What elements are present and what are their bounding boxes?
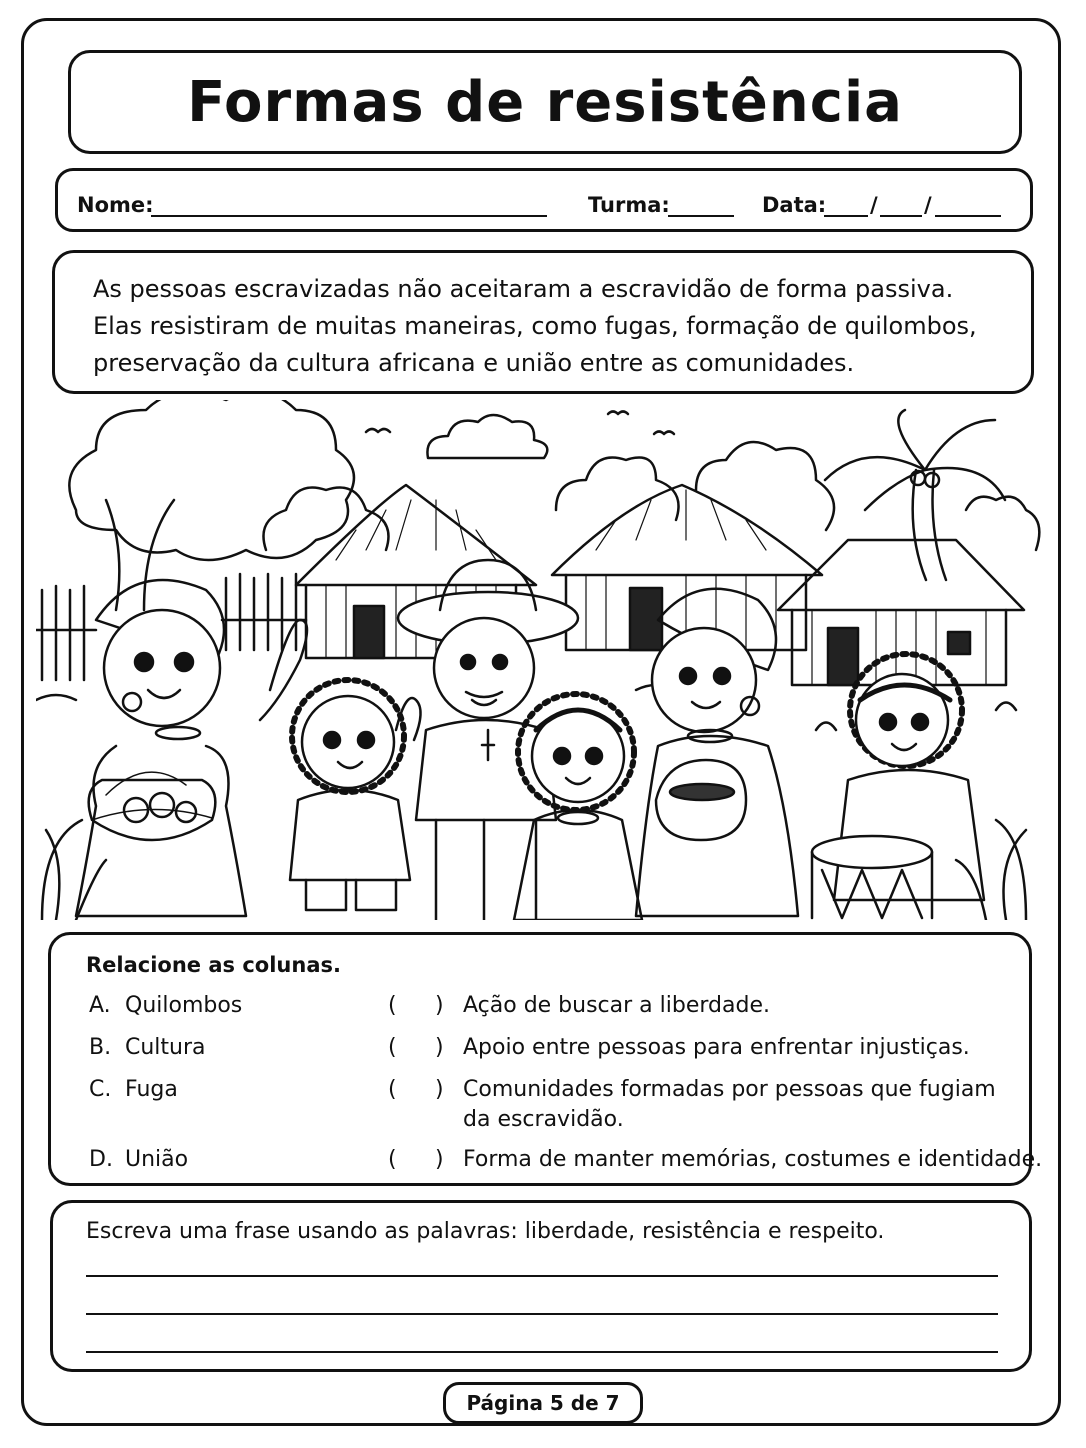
page-number: Página 5 de 7 (466, 1391, 620, 1415)
class-field[interactable] (668, 215, 734, 217)
matching-exercise-box (48, 932, 1043, 1186)
date-separator: / (870, 193, 878, 217)
description-text: Forma de manter memórias, costumes e identidade. (463, 1147, 1043, 1172)
title-box (68, 50, 1022, 154)
option-term: Fuga (125, 1077, 178, 1102)
date-label: Data: (762, 193, 827, 217)
intro-text-box (52, 250, 1034, 394)
answer-line[interactable] (86, 1351, 998, 1353)
description-text: Ação de buscar a liberdade. (463, 993, 770, 1018)
matching-title: Relacione as colunas. (86, 953, 341, 977)
option-letter: C. (89, 1077, 112, 1102)
answer-paren-close[interactable]: ) (435, 1077, 444, 1102)
date-month-field[interactable] (880, 215, 922, 217)
intro-line: preservação da cultura africana e união entre as comunidades. (93, 349, 855, 377)
name-label: Nome: (77, 193, 154, 217)
intro-line: As pessoas escravizadas não aceitaram a escravidão de forma passiva. (93, 275, 954, 303)
date-year-field[interactable] (935, 215, 1001, 217)
option-letter: D. (89, 1147, 113, 1172)
answer-paren-open[interactable]: ( (388, 1147, 397, 1172)
date-separator: / (924, 193, 932, 217)
intro-line: Elas resistiram de muitas maneiras, como fugas, formação de quilombos, (93, 312, 977, 340)
writing-prompt: Escreva uma frase usando as palavras: liberdade, resistência e respeito. (86, 1219, 885, 1244)
description-text-continued: da escravidão. (463, 1107, 624, 1132)
option-term: Cultura (125, 1035, 206, 1060)
option-term: Quilombos (125, 993, 243, 1018)
writing-exercise-box (50, 1200, 1032, 1372)
answer-line[interactable] (86, 1313, 998, 1315)
answer-paren-close[interactable]: ) (435, 993, 444, 1018)
answer-paren-close[interactable]: ) (435, 1147, 444, 1172)
answer-paren-open[interactable]: ( (388, 1035, 397, 1060)
option-letter: A. (89, 993, 111, 1018)
answer-paren-open[interactable]: ( (388, 993, 397, 1018)
answer-paren-open[interactable]: ( (388, 1077, 397, 1102)
answer-line[interactable] (86, 1275, 998, 1277)
quilombo-community-illustration (36, 400, 1050, 920)
description-text: Comunidades formadas por pessoas que fugiam (463, 1077, 996, 1102)
option-term: União (125, 1147, 189, 1172)
name-field[interactable] (151, 215, 547, 217)
page-number-badge (443, 1382, 643, 1424)
description-text: Apoio entre pessoas para enfrentar injustiças. (463, 1035, 970, 1060)
student-info-box (55, 168, 1033, 232)
date-day-field[interactable] (824, 215, 868, 217)
class-label: Turma: (588, 193, 670, 217)
option-letter: B. (89, 1035, 112, 1060)
answer-paren-close[interactable]: ) (435, 1035, 444, 1060)
page-title: Formas de resistência (187, 69, 903, 135)
